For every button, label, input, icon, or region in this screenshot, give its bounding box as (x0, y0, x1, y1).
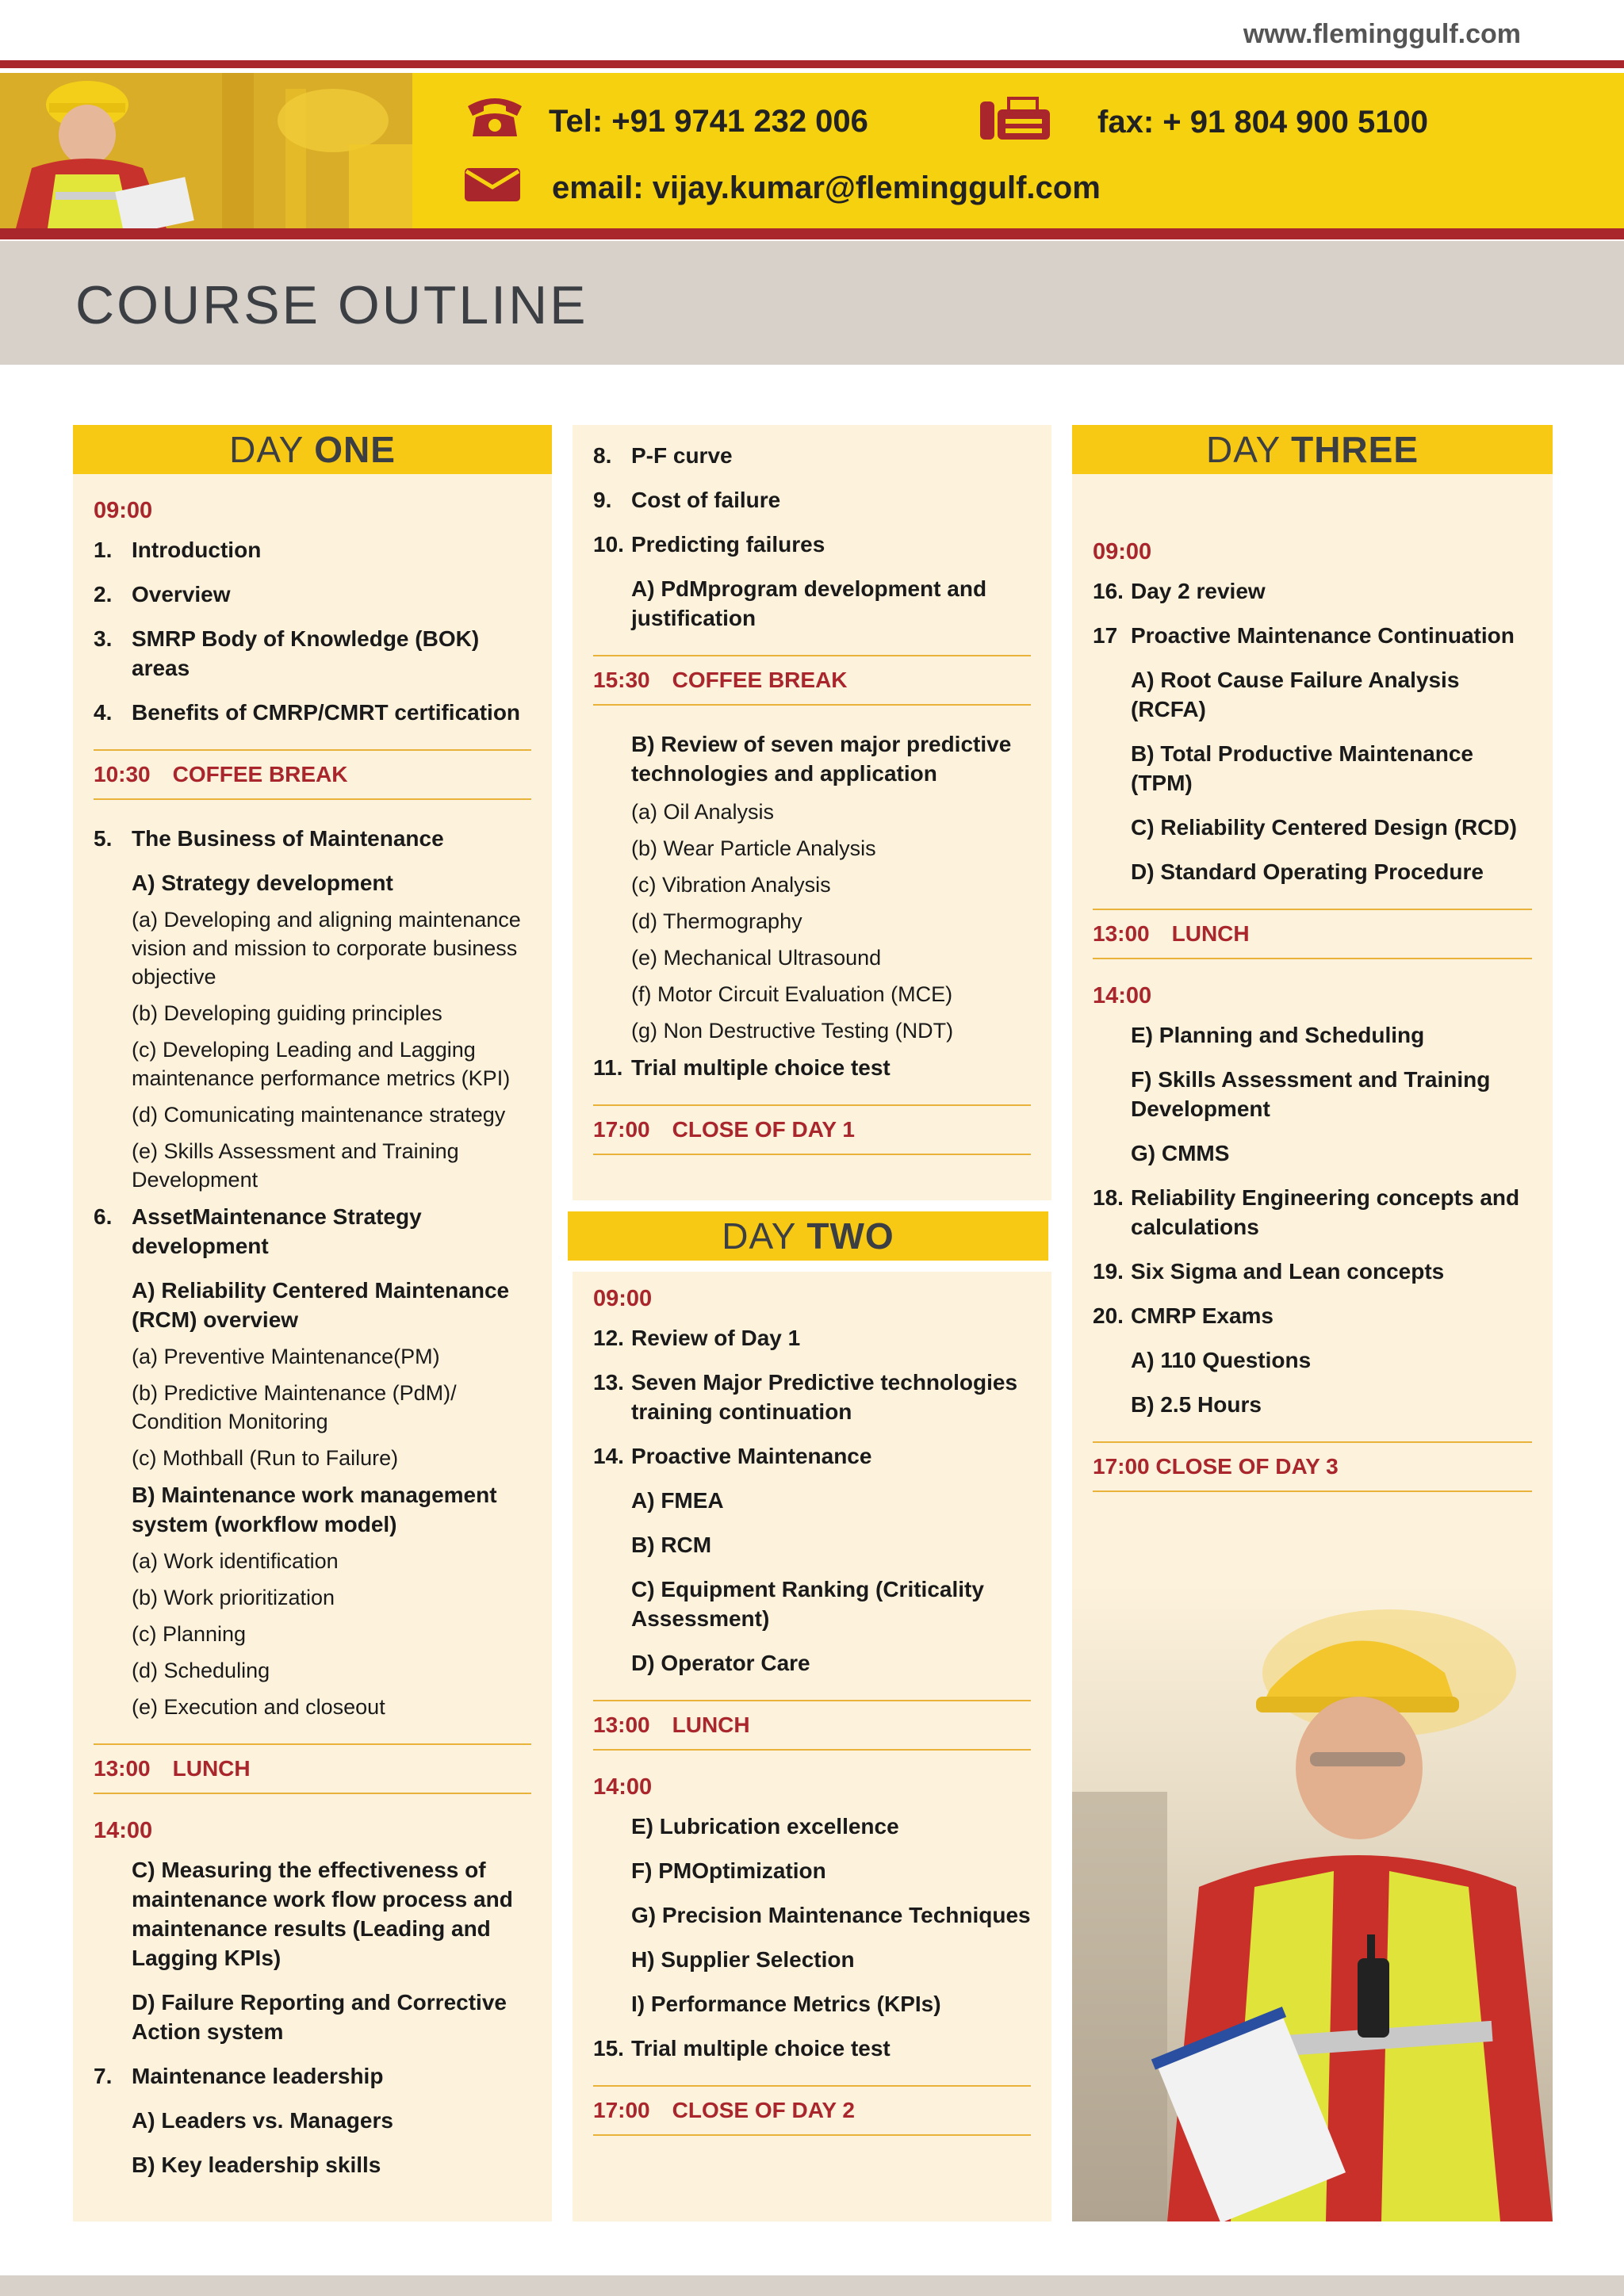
agenda-subitem: G) Precision Maintenance Techniques (631, 1903, 1031, 1927)
fax-icon (979, 95, 1051, 149)
item-number: 17 (1093, 623, 1118, 648)
agenda-subitem: A) 110 Questions (1131, 1348, 1312, 1372)
agenda-subitem: D) Failure Reporting and Corrective Action system (132, 1990, 507, 2044)
agenda-detail: (g) Non Destructive Testing (NDT) (631, 1019, 954, 1043)
agenda-detail: (e) Execution and closeout (132, 1695, 385, 1719)
session-time: 09:00 (1093, 539, 1152, 564)
lunch-divider (94, 1743, 531, 1794)
break-label: LUNCH (172, 1756, 251, 1781)
agenda-detail: (b) Predictive Maintenance (PdM)/ Condition Monitoring (132, 1381, 457, 1433)
footer-band (0, 2275, 1624, 2296)
break-time: 15:30 (593, 668, 650, 692)
day-two-header (568, 1211, 1048, 1261)
header-bottom-rule (0, 228, 1624, 239)
session-time: 09:00 (94, 498, 153, 523)
day-label: DAY (722, 1215, 796, 1257)
item-number: 15. (593, 2036, 624, 2061)
item-text: Maintenance leadership (132, 2064, 384, 2088)
item-text: Day 2 review (1131, 579, 1266, 603)
day-number: ONE (314, 429, 396, 470)
day-one-continued-agenda (573, 441, 1051, 1179)
item-number: 16. (1093, 579, 1124, 603)
coffee-break-divider (94, 749, 531, 800)
agenda-item (593, 2034, 1031, 2063)
item-text: Introduction (132, 538, 262, 562)
agenda-subitem: I) Performance Metrics (KPIs) (631, 1992, 941, 2016)
email-address[interactable]: email: vijay.kumar@fleminggulf.com (552, 170, 1101, 205)
day-one-agenda (73, 484, 552, 2195)
agenda-item (94, 824, 531, 853)
agenda-subitem: A) Reliability Centered Maintenance (RCM) overview (132, 1278, 510, 1332)
agenda-subitem: A) FMEA (631, 1488, 724, 1513)
header-worker-photo (0, 73, 412, 228)
item-text: Proactive Maintenance Continuation (1131, 623, 1515, 648)
agenda-item (94, 2061, 531, 2091)
agenda-subitem: F) Skills Assessment and Training Development (1131, 1067, 1491, 1121)
item-text: Review of Day 1 (631, 1326, 801, 1350)
agenda-subitem: C) Measuring the effectiveness of maintenance work flow process and maintenance results (Leading and Lagging KPIs) (132, 1858, 513, 1970)
item-text: Seven Major Predictive technologies training continuation (631, 1370, 1018, 1424)
agenda-detail: (e) Mechanical Ultrasound (631, 946, 882, 970)
break-time: 13:00 (1093, 921, 1150, 946)
day-one-continued-column (573, 425, 1051, 1200)
close-of-day-divider: 17:00 CLOSE OF DAY 3 (1093, 1441, 1532, 1492)
agenda-detail: (a) Preventive Maintenance(PM) (132, 1345, 440, 1368)
item-text: Six Sigma and Lean concepts (1131, 1259, 1445, 1284)
day-two-agenda (573, 1272, 1051, 2160)
item-number: 8. (593, 443, 612, 468)
item-text: Reliability Engineering concepts and calculations (1131, 1185, 1520, 1239)
agenda-subitem: H) Supplier Selection (631, 1947, 855, 1972)
day-number: THREE (1291, 429, 1419, 470)
break-label: CLOSE OF DAY 2 (672, 2098, 855, 2122)
agenda-subitem: B) RCM (631, 1533, 712, 1557)
contact-header (0, 73, 1624, 228)
break-time: 17:00 (593, 2098, 650, 2122)
agenda-subitem: B) 2.5 Hours (1131, 1392, 1262, 1417)
item-text: P-F curve (631, 443, 733, 468)
agenda-subitem: B) Key leadership skills (132, 2152, 381, 2177)
day-three-agenda (1072, 525, 1553, 1516)
day-one-column (73, 425, 552, 2221)
agenda-subitem: D) Operator Care (631, 1651, 810, 1675)
agenda-subitem: C) Equipment Ranking (Criticality Assessment) (631, 1577, 984, 1631)
header-top-rule (0, 60, 1624, 68)
agenda-subitem: D) Standard Operating Procedure (1131, 859, 1484, 884)
break-time: 13:00 (94, 1756, 151, 1781)
agenda-item (94, 698, 531, 727)
agenda-subitem: B) Maintenance work management system (workflow model) (132, 1483, 497, 1536)
agenda-detail: (b) Developing guiding principles (132, 1001, 442, 1025)
agenda-detail: (d) Comunicating maintenance strategy (132, 1103, 506, 1127)
title-band (0, 241, 1624, 365)
coffee-break-divider (593, 655, 1031, 706)
item-number: 1. (94, 538, 113, 562)
agenda-detail: (c) Mothball (Run to Failure) (132, 1446, 399, 1470)
agenda-detail: (b) Work prioritization (132, 1586, 335, 1609)
break-label: COFFEE BREAK (672, 668, 848, 692)
item-number: 13. (593, 1370, 624, 1395)
item-text: CMRP Exams (1131, 1303, 1274, 1328)
item-number: 5. (94, 826, 113, 851)
item-number: 12. (593, 1326, 624, 1350)
day-two-column (573, 1272, 1051, 2221)
agenda-item (94, 624, 531, 683)
agenda-item (593, 485, 1031, 515)
envelope-icon (465, 165, 520, 211)
agenda-item (94, 1202, 531, 1261)
lunch-divider (593, 1700, 1031, 1751)
website-url[interactable]: www.fleminggulf.com (1243, 19, 1521, 49)
agenda-detail: (a) Work identification (132, 1549, 339, 1573)
agenda-detail: (a) Developing and aligning maintenance vision and mission to corporate business objective (132, 908, 521, 989)
agenda-subitem: E) Lubrication excellence (631, 1814, 899, 1839)
item-text: Predicting failures (631, 532, 825, 557)
item-number: 10. (593, 532, 624, 557)
agenda-subitem: B) Total Productive Maintenance (TPM) (1131, 741, 1473, 795)
agenda-subitem: G) CMMS (1131, 1141, 1230, 1165)
agenda-item (1093, 621, 1532, 650)
break-time: 13:00 (593, 1712, 650, 1737)
agenda-item (593, 1053, 1031, 1082)
item-text: Benefits of CMRP/CMRT certification (132, 700, 521, 725)
item-number: 7. (94, 2064, 113, 2088)
day-label: DAY (229, 429, 304, 470)
agenda-subitem: A) Leaders vs. Managers (132, 2108, 393, 2133)
lunch-divider (1093, 909, 1532, 959)
close-of-day-divider (593, 1104, 1031, 1155)
break-time: 10:30 (94, 762, 151, 786)
fax-contact (979, 95, 1428, 149)
break-label: CLOSE OF DAY 1 (672, 1117, 855, 1142)
item-number: 4. (94, 700, 113, 725)
day-label: DAY (1205, 429, 1281, 470)
item-number: 19. (1093, 1259, 1124, 1284)
agenda-detail: (f) Motor Circuit Evaluation (MCE) (631, 982, 953, 1006)
item-text: The Business of Maintenance (132, 826, 444, 851)
item-text: AssetMaintenance Strategy development (132, 1204, 422, 1258)
agenda-detail: (c) Planning (132, 1622, 247, 1646)
agenda-detail: (b) Wear Particle Analysis (631, 836, 876, 860)
session-time: 14:00 (94, 1818, 153, 1843)
agenda-detail: (d) Thermography (631, 909, 802, 933)
telephone-icon (465, 95, 525, 147)
item-text: Proactive Maintenance (631, 1444, 872, 1468)
agenda-detail: (e) Skills Assessment and Training Development (132, 1139, 459, 1192)
telephone-number[interactable]: Tel: +91 9741 232 006 (549, 103, 868, 139)
item-number: 18. (1093, 1185, 1124, 1210)
agenda-item (593, 1323, 1031, 1353)
agenda-item (593, 441, 1031, 470)
agenda-subitem: A) PdMprogram development and justification (631, 576, 987, 630)
item-number: 14. (593, 1444, 624, 1468)
engineer-photo (1072, 1586, 1553, 2221)
agenda-subitem: C) Reliability Centered Design (RCD) (1131, 815, 1517, 840)
item-number: 9. (593, 488, 612, 512)
item-text: Trial multiple choice test (631, 2036, 891, 2061)
item-number: 11. (593, 1055, 623, 1080)
break-time: 17:00 (593, 1117, 650, 1142)
close-of-day-divider (593, 2085, 1031, 2136)
agenda-item (1093, 576, 1532, 606)
item-number: 2. (94, 582, 113, 607)
session-time: 09:00 (593, 1286, 653, 1311)
agenda-item (593, 1368, 1031, 1426)
agenda-item (1093, 1301, 1532, 1330)
item-number: 6. (94, 1204, 113, 1229)
agenda-item (593, 530, 1031, 559)
agenda-item (1093, 1183, 1532, 1242)
session-time: 14:00 (593, 1774, 653, 1800)
agenda-detail: (c) Developing Leading and Lagging maintenance performance metrics (KPI) (132, 1038, 511, 1090)
agenda-subitem: E) Planning and Scheduling (1131, 1023, 1425, 1047)
email-contact (465, 165, 1101, 211)
item-text: Overview (132, 582, 231, 607)
day-number: TWO (806, 1215, 894, 1257)
break-label: COFFEE BREAK (172, 762, 348, 786)
agenda-item (94, 535, 531, 564)
page-title: COURSE OUTLINE (75, 275, 588, 335)
fax-number[interactable]: fax: + 91 804 900 5100 (1097, 104, 1429, 140)
agenda-subitem: B) Review of seven major predictive technologies and application (631, 732, 1012, 786)
telephone-contact (465, 95, 868, 147)
day-one-header (73, 425, 552, 474)
item-text: Trial multiple choice test (631, 1055, 891, 1080)
session-time: 14:00 (1093, 983, 1152, 1008)
item-text: SMRP Body of Knowledge (BOK) areas (132, 626, 480, 680)
agenda-detail: (c) Vibration Analysis (631, 873, 831, 897)
item-number: 3. (94, 626, 113, 651)
agenda-detail: (a) Oil Analysis (631, 800, 775, 824)
agenda-item (593, 1441, 1031, 1471)
agenda-item (94, 580, 531, 609)
item-text: Cost of failure (631, 488, 781, 512)
agenda-item (1093, 1257, 1532, 1286)
agenda-detail: (d) Scheduling (132, 1659, 270, 1682)
item-number: 20. (1093, 1303, 1124, 1328)
break-label: LUNCH (1171, 921, 1250, 946)
agenda-subitem: A) Root Cause Failure Analysis (RCFA) (1131, 668, 1460, 721)
day-three-header (1072, 425, 1553, 474)
agenda-subitem: A) Strategy development (132, 871, 393, 895)
agenda-subitem: F) PMOptimization (631, 1858, 826, 1883)
break-label: LUNCH (672, 1712, 750, 1737)
